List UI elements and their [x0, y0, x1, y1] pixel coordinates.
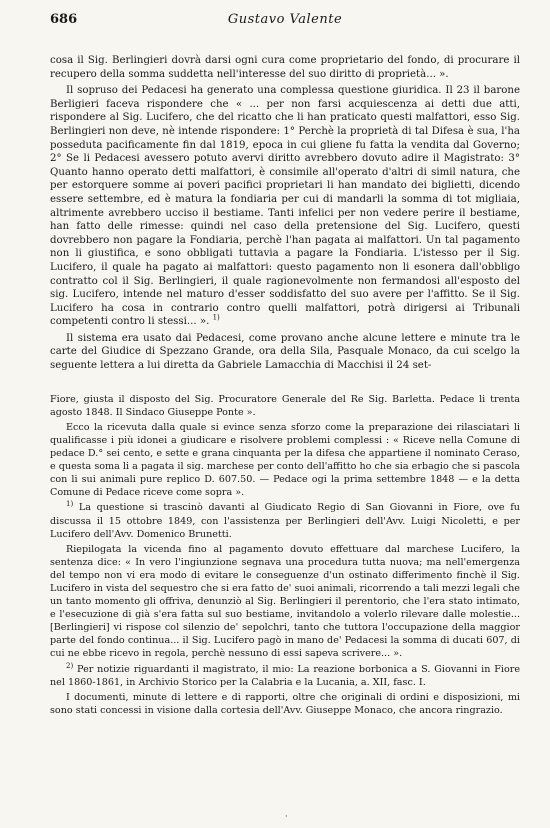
- bottom-mark: ·: [285, 812, 288, 821]
- footnote-ref: 1): [212, 313, 220, 322]
- running-title: Gustavo Valente: [227, 12, 343, 27]
- footnote-paragraph: Ecco la ricevuta dalla quale si evince senza sforzo come la preparazione dei rilasciatari li qualificasse i più idonei a giudicare e risolvere problemi complessi : « Riceve nella Comune di pedace D.° sei cento, e sette e grana cinquanta per la difesa che appartiene il nominato Ceraso, e questa soma li a pagata il sig. marchese per conto dell'affitto ho che sia erbagio che si pascola con li sui animali pure replico D. 607.50. — Pedace ogi la prima settembre 1848 — e la detta Comune di Pedace riceve come sopra ».: [50, 421, 520, 499]
- footnote-text: La questione si trascinò davanti al Giudicato Regio di San Giovanni in Fiore, ove fu discussa il 15 ottobre 1849, con l'assistenza per Berlingieri dell'Avv. Luigi Nicoletti, e per Lucifero dell'Avv. Domenico Brunetti.: [50, 502, 520, 540]
- paragraph: cosa il Sig. Berlingieri dovrà darsi ogni cura come proprietario del fondo, di procurare il recupero della somma suddetta nell'interesse del suo diritto di proprietà... ».: [50, 55, 520, 80]
- main-text: [50, 54, 520, 373]
- footnote-1: [50, 501, 520, 540]
- footnote-marker: 2): [66, 661, 74, 670]
- paragraph: [50, 84, 520, 329]
- footnote-2: [50, 663, 520, 689]
- paragraph-text: Il sopruso dei Pedacesi ha generato una complessa questione giuridica. Il 23 il barone Berligieri faceva rispondere che « ... per non farsi acquiescenza ai detti due atti, rispondere al Sig. Lucifero, che del ricatto che li han praticato questi malfattori, esso Sig. Berlingieri non deve, nè intende rispondere: 1° Perchè la proprietà di tal Difesa è sua, l'ha posseduta pacificamente fin dal 1819, epoca in cui gliene fu fatta la vendita dal Governo; 2° Se li Pedacesi avessero potuto avervi diritto avrebbero dovuto adire il Magistrato: 3° Quanto hanno operato detti malfattori, è consimile all'operato d'altri di simil natura, che per estorquere somme ai poveri pacifici proprietari li han mandato dei biglietti, dicendo essere settembre, ed è matura la fondiaria per cui di mandarli la somma di tot migliaia, altrimente avrebbero ucciso il bestiame. Tanti infelici per non vedere perire il bestiame, han fatto delle rimesse: quindi nel caso della pretensione del Sig. Lucifero, questi dovrebbero non pagare la Fondiaria, perchè l'han pagata ai malfattori. Un tal pagamento non li giustifica, e sono obbligati tuttavia a pagare la Fondiaria. L'istesso per il Sig. Lucifero, il quale ha pagato ai malfattori: questo pagamento non li esonera dall'obbligo contratto col il Sig. Berlingieri, il quale ragionevolmente non fermandosi all'esposto del sig. Lucifero, intende nel maturo d'esser soddisfatto del suo avere per l'affitto. Se il Sig. Lucifero ha cosa in contrario contro quelli malfattori, potrà dirigersi ai Tribunali competenti contro li stessi... ».: [50, 85, 520, 328]
- footnote-paragraph: Riepilogata la vicenda fino al pagamento dovuto effettuare dal marchese Lucifero, la sentenza dice: « In vero l'ingiunzione segnava una procedura tutta nuova; ma nell'emergenza del tempo non vi era modo di evitare le conseguenze d'un ostinato differimento finchè il Sig. Lucifero in vista del sequestro che si era fatto de' suoi animali, ricorrendo a tali mezzi legali che un tanto momento gli offriva, denunziò al Sig. Berlingieri il perentorio, che l'era stato intimato, e l'esecuzione di già s'era fatta sul suo bestiame, invitandolo a volerlo rilevare dalle molestie... [Berlingieri] vi rispose col silenzio de' sepolchri, tanto che tuttora l'occupazione della maggior parte del fondo continua... il Sig. Lucifero pagò in mano de' Pedacesi la somma di ducati 607, di cui ne ebbe ricevo in regola, perchè nessuno di essi sapeva scrivere... ».: [50, 543, 520, 660]
- paragraph: Il sistema era usato dai Pedacesi, come provano anche alcune lettere e minute tra le carte del Giudice di Spezzano Grande, ora della Sila, Pasquale Monaco, da cui scelgo la seguente lettera a lui diretta da Gabriele Lamacchia di Macchisi il 24 set-: [50, 332, 520, 372]
- page-number: 686: [50, 12, 78, 27]
- footnote-marker: 1): [66, 500, 74, 509]
- footnote-continuation: Fiore, giusta il disposto del Sig. Procuratore Generale del Re Sig. Barletta. Pedace li trenta agosto 1848. Il Sindaco Giuseppe Ponte ».: [50, 393, 520, 418]
- running-head: [50, 12, 520, 32]
- footnote-text: Per notizie riguardanti il magistrato, il mio: La reazione borbonica a S. Giovanni in Fiore nel 1860-1861, in Archivio Storico per la Calabria e la Lucania, a. XII, fasc. I.: [50, 663, 520, 688]
- document-page: [50, 12, 520, 719]
- footnote-paragraph: I documenti, minute di lettere e di rapporti, oltre che originali di ordini e disposizioni, mi sono stati concessi in visione dalla cortesia dell'Avv. Giuseppe Monaco, che ancora ringrazio.: [50, 691, 520, 716]
- footnotes: [50, 393, 520, 717]
